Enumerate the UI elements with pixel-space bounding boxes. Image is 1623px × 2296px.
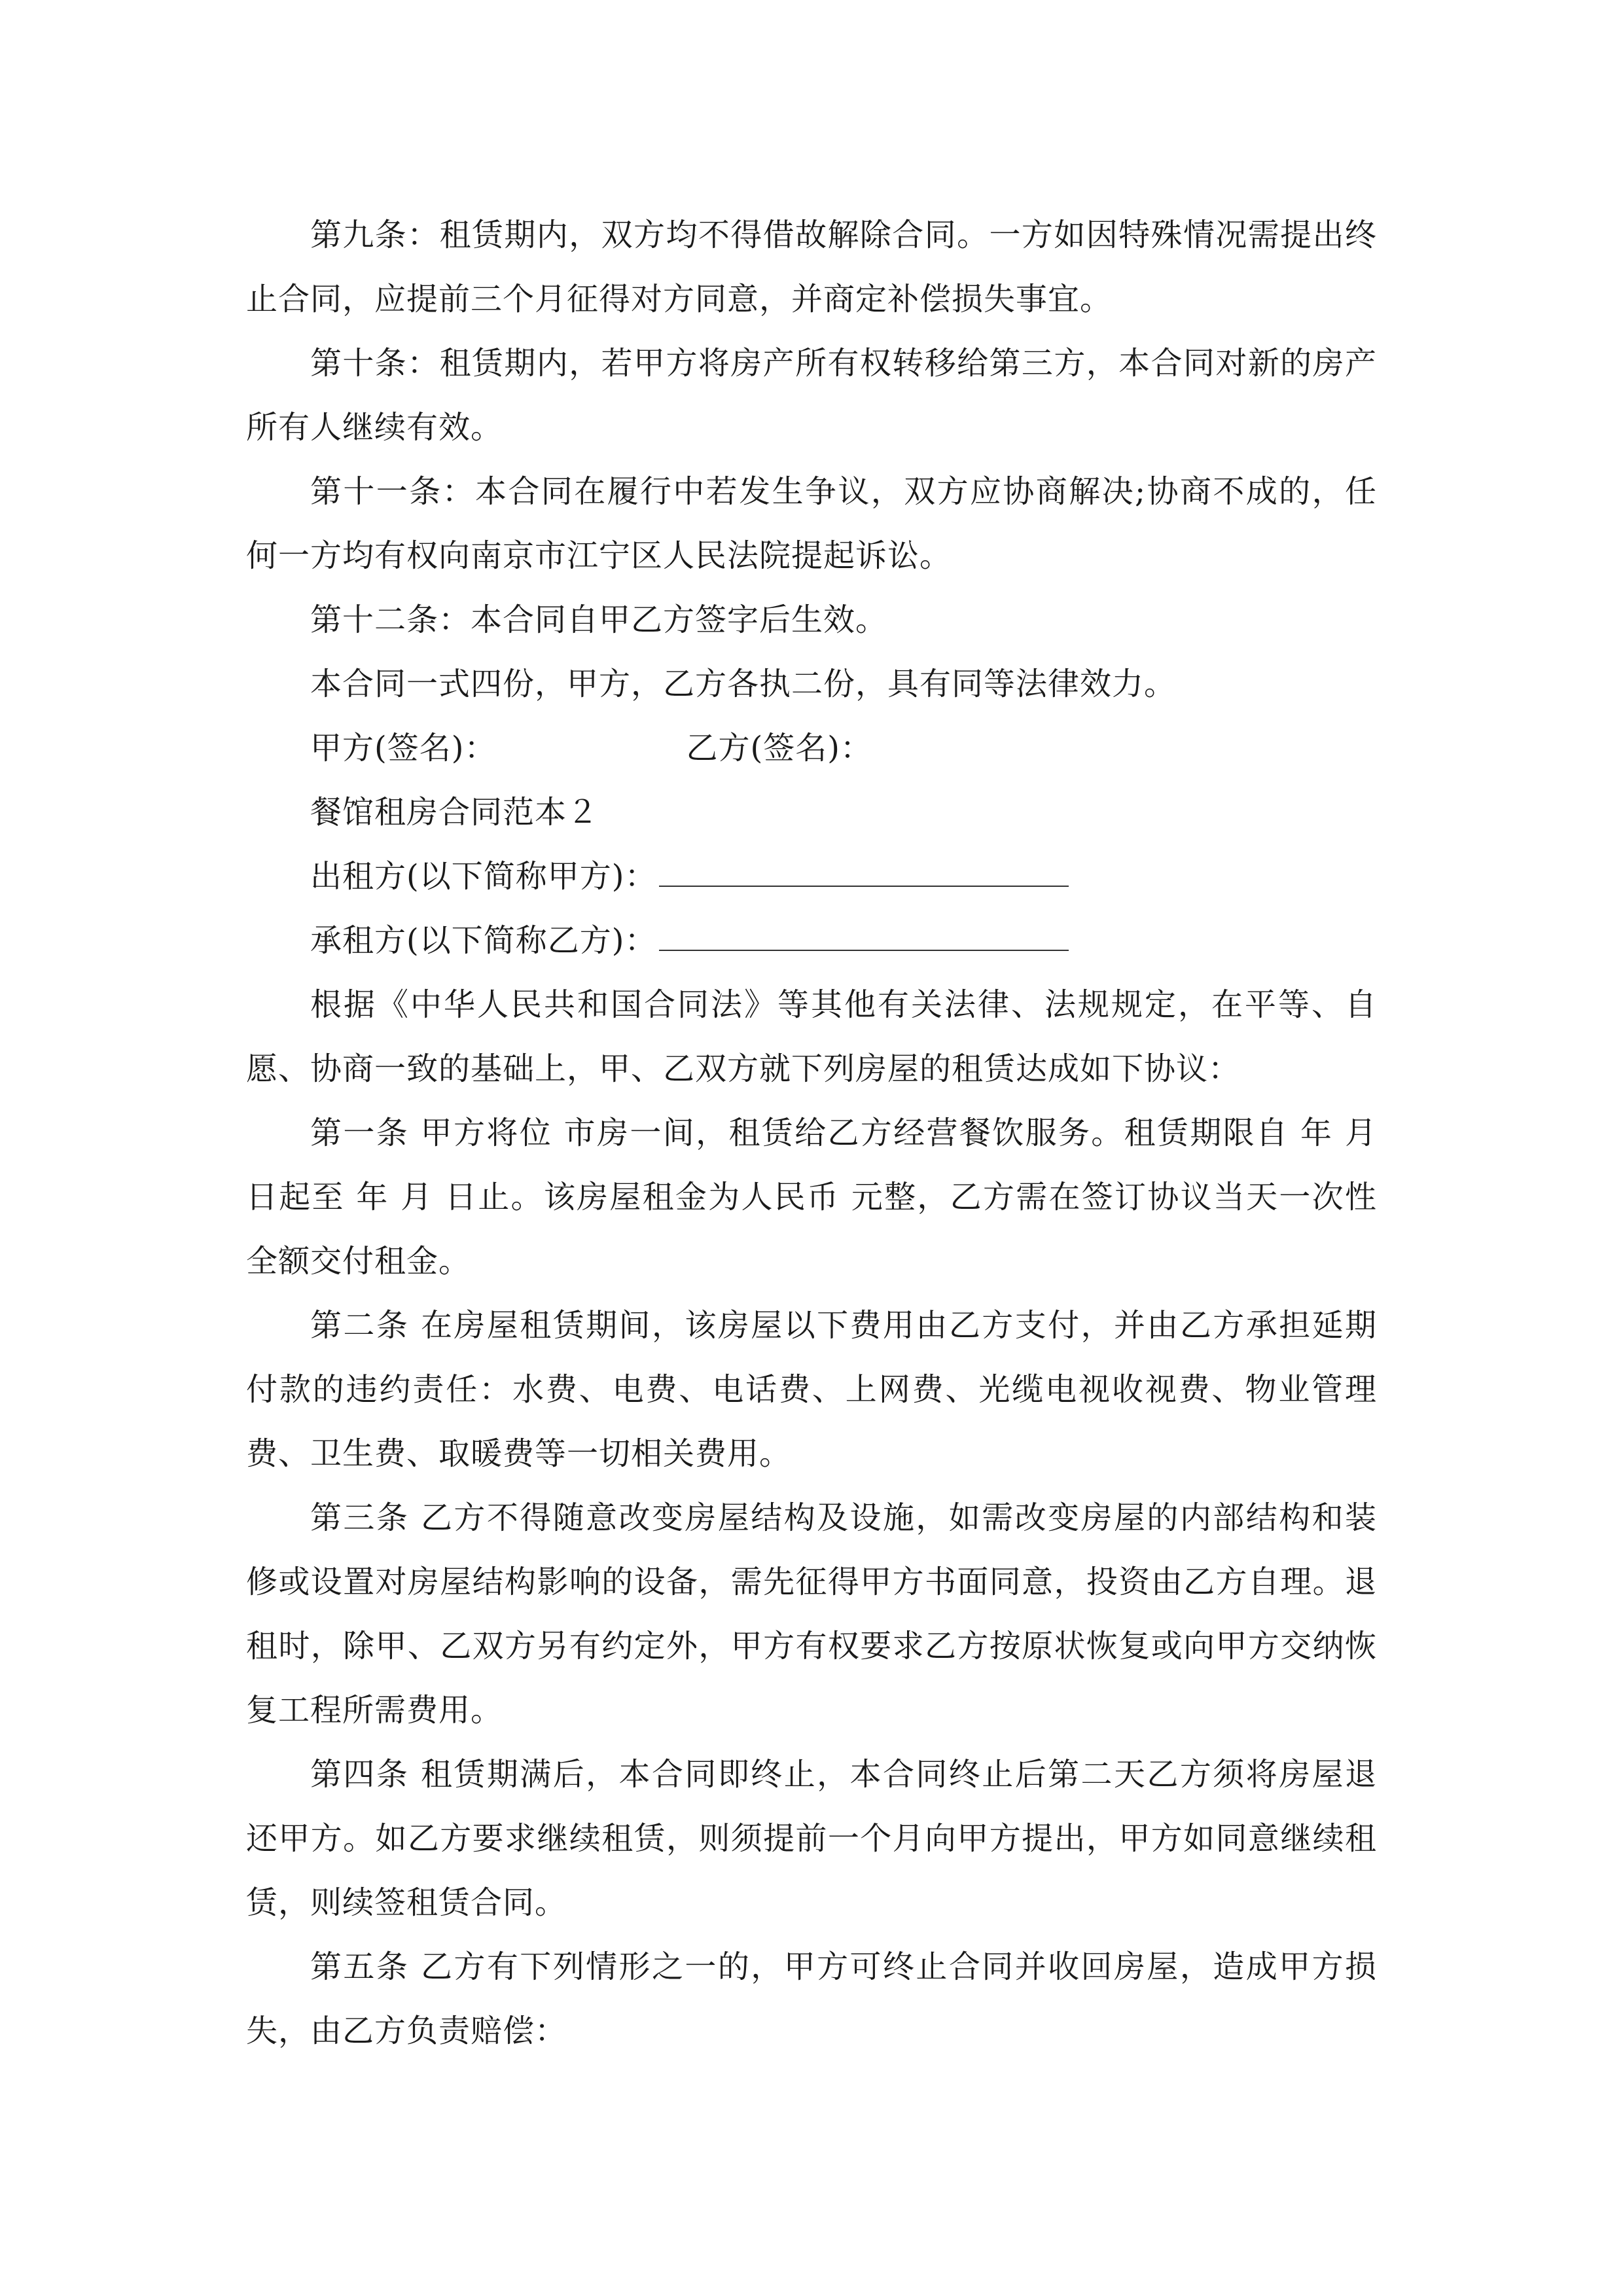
article-3: 第三条 乙方不得随意改变房屋结构及设施，如需改变房屋的内部结构和装修或设置对房屋结构影响的设备，需先征得甲方书面同意，投资由乙方自理。退租时，除甲、乙双方另有约定外，甲方有权要求乙方按原状恢复或向甲方交纳恢复工程所需费用。 (246, 1499, 1377, 1729)
lessor-blank (659, 859, 1069, 887)
sample-title: 餐馆租房合同范本２ (310, 794, 599, 831)
lessee-label: 承租方(以下简称乙方)： (310, 922, 657, 959)
preamble: 根据《中华人民共和国合同法》等其他有关法律、法规规定，在平等、自愿、协商一致的基础上，甲、乙双方就下列房屋的租赁达成如下协议： (246, 986, 1377, 1087)
lessor-label: 出租方(以下简称甲方)： (310, 858, 657, 895)
party-a-signature-label: 甲方(签名)： (310, 730, 497, 766)
party-b-signature-label: 乙方(签名)： (686, 730, 872, 766)
article-1: 第一条 甲方将位 市房一间，租赁给乙方经营餐饮服务。租赁期限自 年 月 日起至 年 月 日止。该房屋租金为人民币 元整，乙方需在签订协议当天一次性全额交付租金。 (246, 1115, 1377, 1280)
signature-line (246, 716, 1377, 780)
clause-10: 第十条：租赁期内，若甲方将房产所有权转移给第三方，本合同对新的房产所有人继续有效。 (246, 345, 1377, 446)
article-5: 第五条 乙方有下列情形之一的，甲方可终止合同并收回房屋，造成甲方损失，由乙方负责赔偿： (246, 1948, 1377, 2049)
clause-11: 第十一条：本合同在履行中若发生争议，双方应协商解决;协商不成的，任何一方均有权向南京市江宁区人民法院提起诉讼。 (246, 473, 1377, 574)
clause-9: 第九条：租赁期内，双方均不得借故解除合同。一方如因特殊情况需提出终止合同，应提前三个月征得对方同意，并商定补偿损失事宜。 (246, 217, 1377, 317)
article-2: 第二条 在房屋租赁期间，该房屋以下费用由乙方支付，并由乙方承担延期付款的违约责任：水费、电费、电话费、上网费、光缆电视收视费、物业管理费、卫生费、取暖费等一切相关费用。 (246, 1307, 1377, 1472)
lessee-blank (659, 924, 1069, 951)
lessee-line (246, 908, 1377, 973)
document-body (246, 203, 1377, 2063)
copies-statement: 本合同一式四份，甲方，乙方各执二份，具有同等法律效力。 (310, 666, 1177, 702)
clause-12: 第十二条：本合同自甲乙方签字后生效。 (310, 601, 888, 638)
article-4: 第四条 租赁期满后，本合同即终止，本合同终止后第二天乙方须将房屋退还甲方。如乙方要求继续租赁，则须提前一个月向甲方提出，甲方如同意继续租赁，则续签租赁合同。 (246, 1756, 1377, 1921)
lessor-line (246, 844, 1377, 908)
